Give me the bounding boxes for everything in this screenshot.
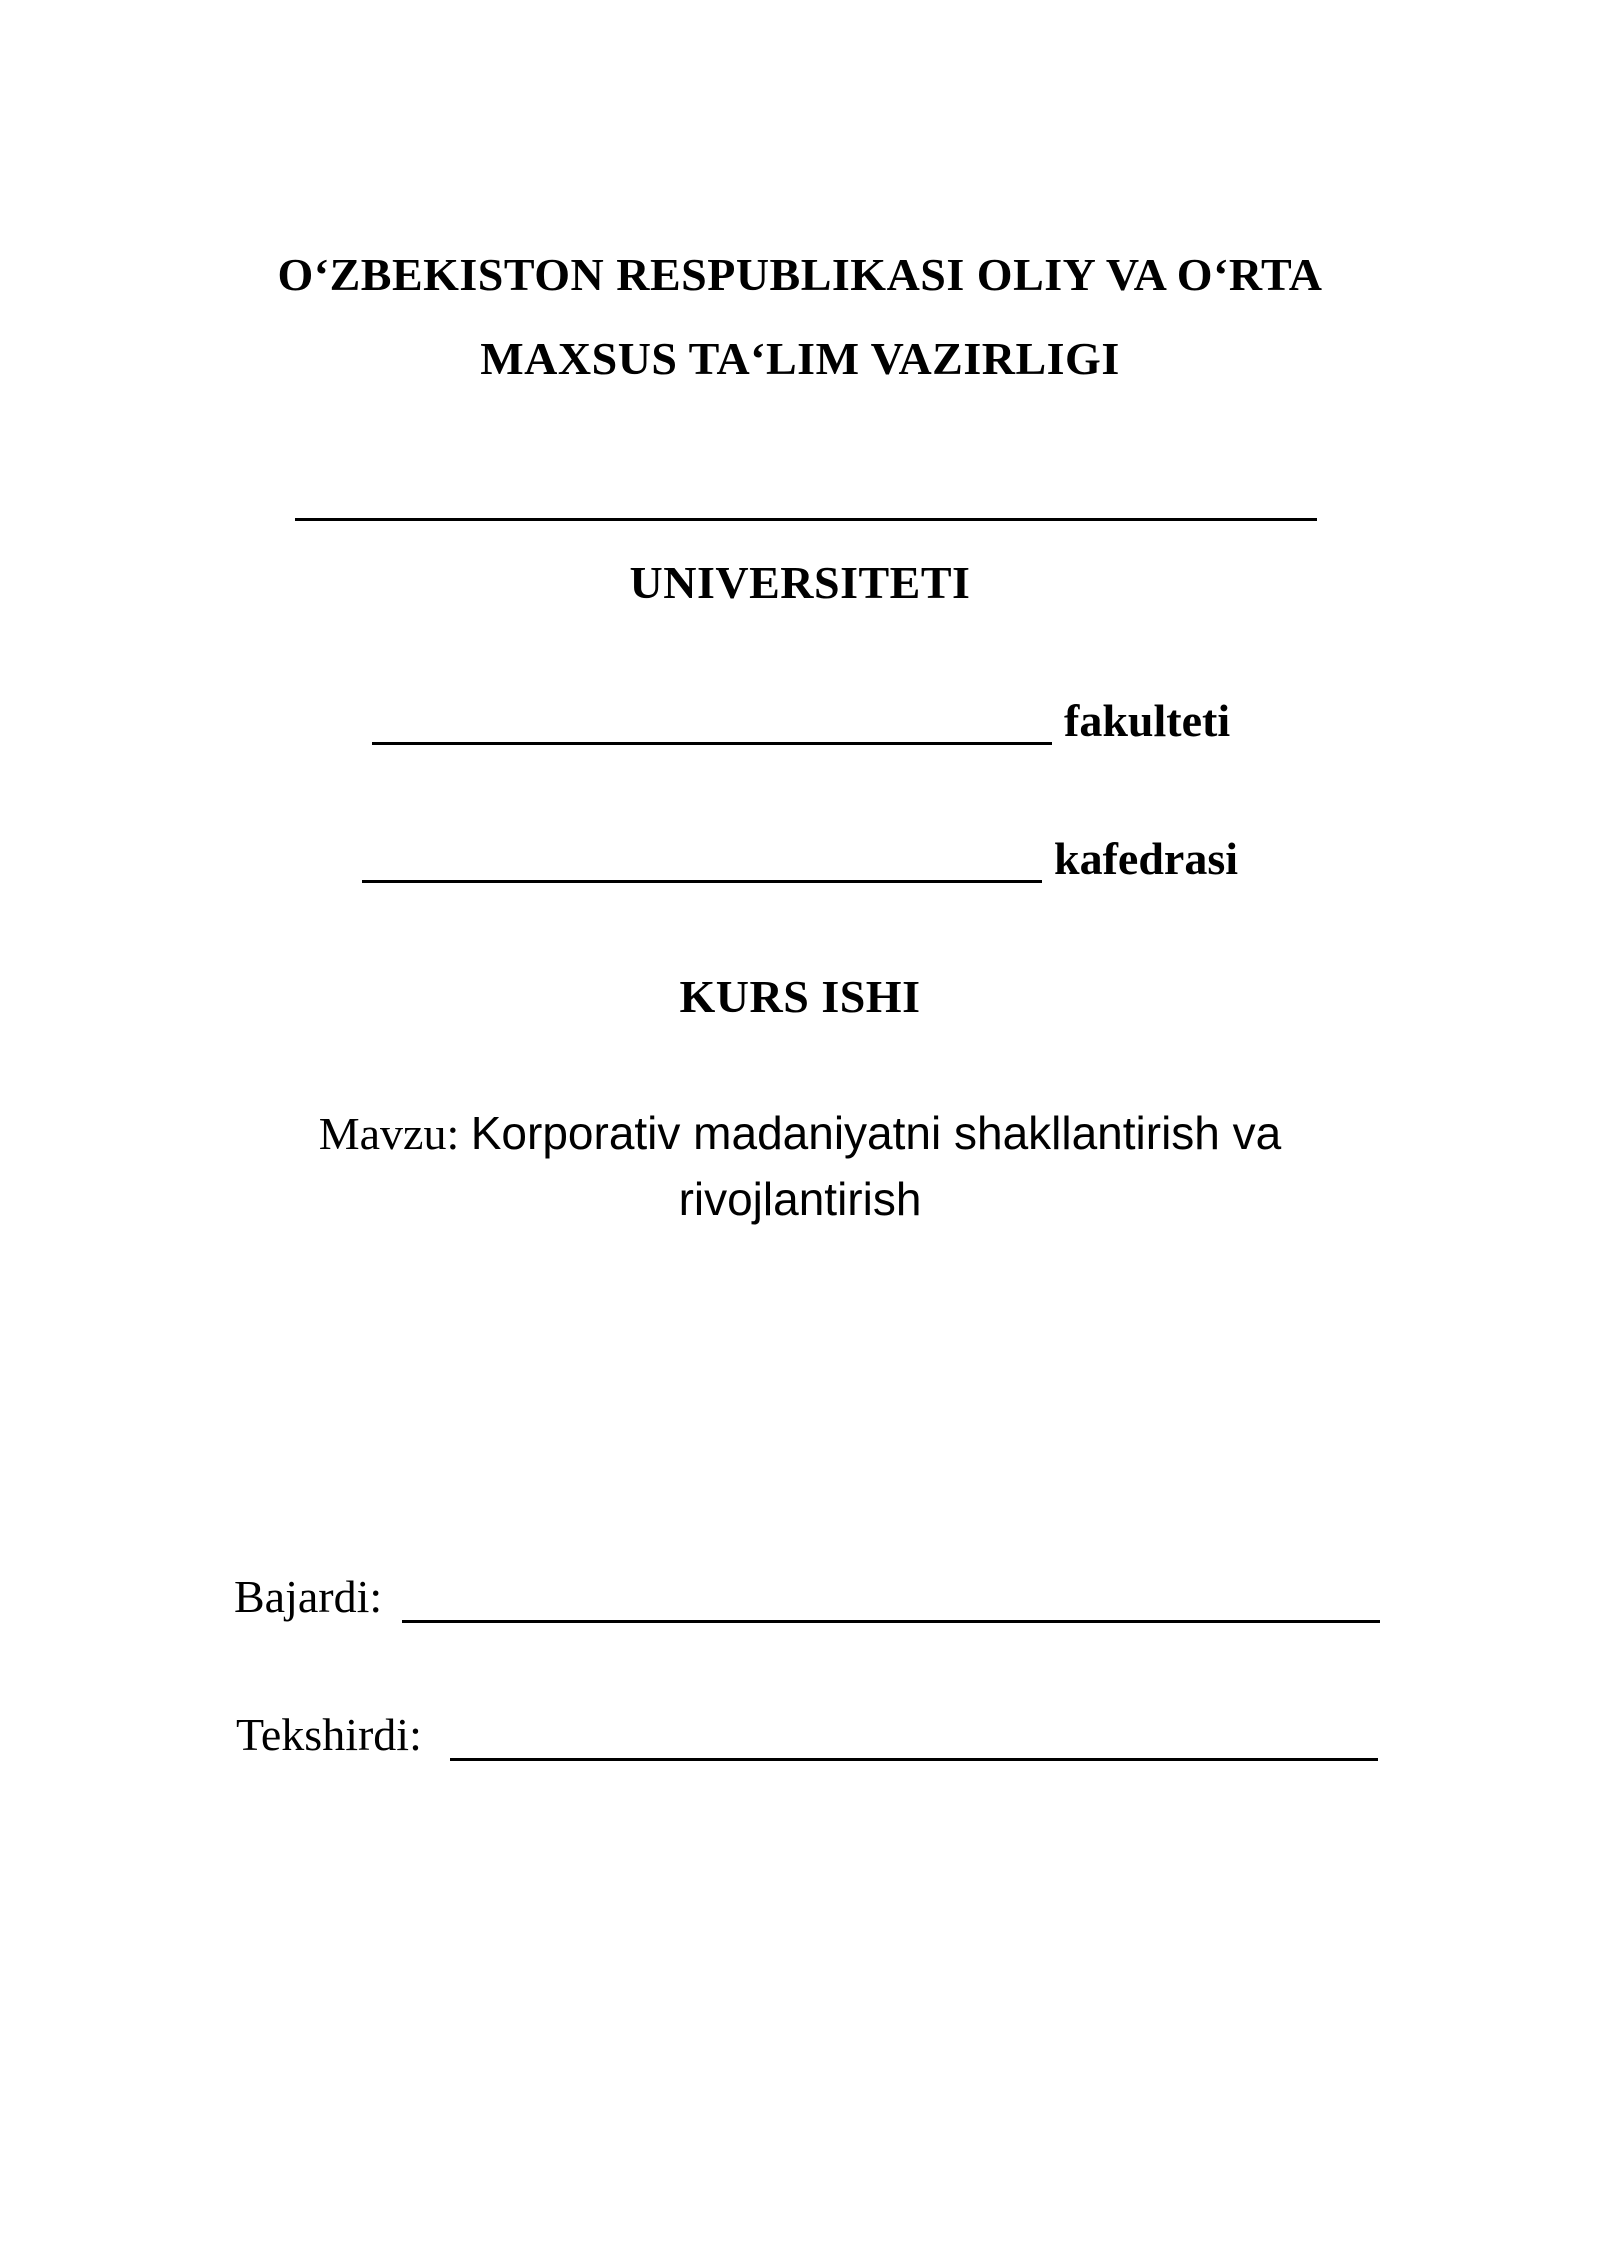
performed-by-label: Bajardi: (234, 1571, 383, 1622)
university-label: UNIVERSITETI (629, 557, 971, 608)
performed-by-blank-line (402, 1620, 1380, 1623)
checked-by-row (236, 1708, 1386, 1768)
checked-by-blank-line (450, 1758, 1378, 1761)
department-label: kafedrasi (1054, 833, 1238, 884)
university-name-blank-line (295, 518, 1317, 521)
faculty-row (0, 694, 1600, 754)
performed-by-row (234, 1570, 1384, 1630)
department-blank-line (362, 880, 1042, 883)
ministry-title-line-2: MAXSUS TA‘LIM VAZIRLIGI (480, 333, 1120, 384)
topic-label: Mavzu: (318, 1108, 460, 1159)
faculty-label: fakulteti (1064, 695, 1231, 746)
work-type-title: KURS ISHI (679, 971, 921, 1022)
ministry-title-line-1: O‘ZBEKISTON RESPUBLIKASI OLIY VA O‘RTA (277, 249, 1323, 300)
topic-text-part-1: Korporativ madaniyatni shakllantirish va (470, 1107, 1282, 1159)
department-row (0, 832, 1600, 892)
checked-by-label: Tekshirdi: (236, 1709, 422, 1760)
faculty-blank-line (372, 742, 1052, 745)
topic-line-1 (0, 1106, 1600, 1160)
topic-text-part-2: rivojlantirish (678, 1173, 922, 1225)
